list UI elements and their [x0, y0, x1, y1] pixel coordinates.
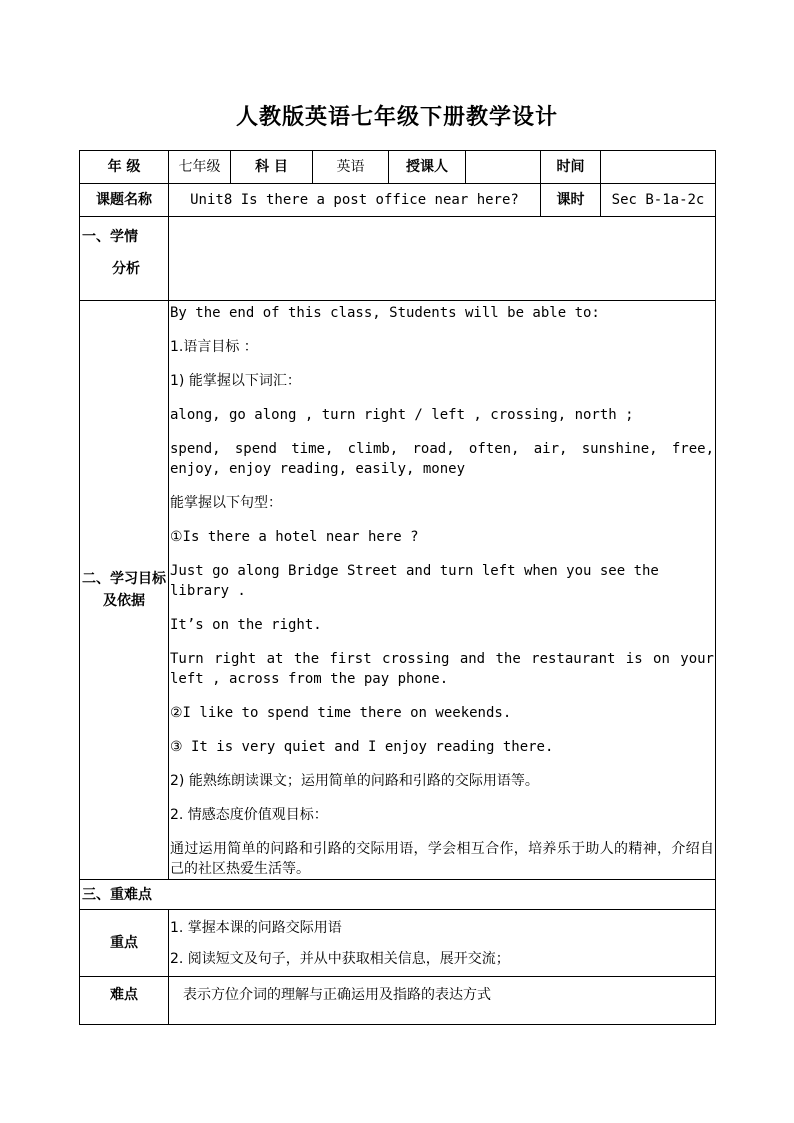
time-label: 时间: [541, 151, 601, 184]
topic-value: Unit8 Is there a post office near here?: [169, 184, 541, 217]
section1-label: [80, 217, 169, 301]
section1-label-line2: 分析: [112, 261, 140, 277]
subject-label: 科 目: [231, 151, 313, 184]
info-row: [80, 151, 716, 184]
key-points-row: [80, 910, 716, 977]
section3-header-row: [80, 880, 716, 910]
goal-line: By the end of this class, Students will be able to:: [170, 305, 600, 321]
key-points-label: 重点: [80, 910, 169, 977]
section1-row: [80, 217, 716, 301]
difficult-points-row: [80, 977, 716, 1025]
section1-content: [169, 217, 716, 301]
grade-label: 年 级: [80, 151, 169, 184]
grade-value: 七年级: [169, 151, 231, 184]
section2-label: 二、学习目标及依据: [80, 301, 169, 880]
time-value: [601, 151, 716, 184]
goal-line: Turn right at the first crossing and the restaurant is on your left , across from the pay phone.: [170, 651, 714, 687]
goal-line: ①Is there a hotel near here ?: [170, 529, 419, 545]
period-label: 课时: [541, 184, 601, 217]
goal-line: 1.语言目标 ：: [170, 339, 258, 355]
teacher-label: 授课人: [389, 151, 466, 184]
topic-label: 课题名称: [80, 184, 169, 217]
goal-line: It’s on the right.: [170, 617, 322, 633]
key-point-item: 1. 掌握本课的问路交际用语: [170, 919, 342, 936]
goal-line: ③ It is very quiet and I enjoy reading there.: [170, 739, 554, 755]
document-title: 人教版英语七年级下册教学设计: [235, 105, 558, 130]
section2-row: [80, 301, 716, 880]
goal-line: ②I like to spend time there on weekends.: [170, 705, 512, 721]
lesson-plan-table: [79, 150, 716, 1025]
key-point-item: 2. 阅读短文及句子，并从中获取相关信息，展开交流；: [170, 950, 510, 967]
goal-line: 能掌握以下句型：: [170, 495, 282, 511]
goal-line: spend, spend time, climb, road, often, air, sunshine, free, enjoy, enjoy reading, easily, money: [170, 441, 714, 477]
teacher-value: [466, 151, 541, 184]
goal-line: 2. 情感态度价值观目标：: [170, 807, 328, 823]
difficult-points-content: 表示方位介词的理解与正确运用及指路的表达方式: [169, 977, 716, 1025]
section2-content: [169, 301, 716, 880]
key-points-content: [169, 910, 716, 977]
topic-row: [80, 184, 716, 217]
section3-label: 三、重难点: [80, 880, 716, 910]
goal-line: 1) 能掌握以下词汇：: [170, 373, 301, 389]
goal-line: Just go along Bridge Street and turn left when you see the library .: [170, 563, 659, 599]
subject-value: 英语: [313, 151, 389, 184]
period-value: Sec B-1a-2c: [601, 184, 716, 217]
goal-line: 通过运用简单的问路和引路的交际用语，学会相互合作，培养乐于助人的精神，介绍自己的社区热爱生活等。: [170, 841, 714, 877]
goal-line: 2) 能熟练朗读课文；运用简单的问路和引路的交际用语等。: [170, 773, 539, 789]
goal-line: along, go along , turn right / left , crossing, north ;: [170, 407, 634, 423]
difficult-points-label: 难点: [80, 977, 169, 1025]
section1-label-line1: 一、学情: [82, 229, 138, 245]
